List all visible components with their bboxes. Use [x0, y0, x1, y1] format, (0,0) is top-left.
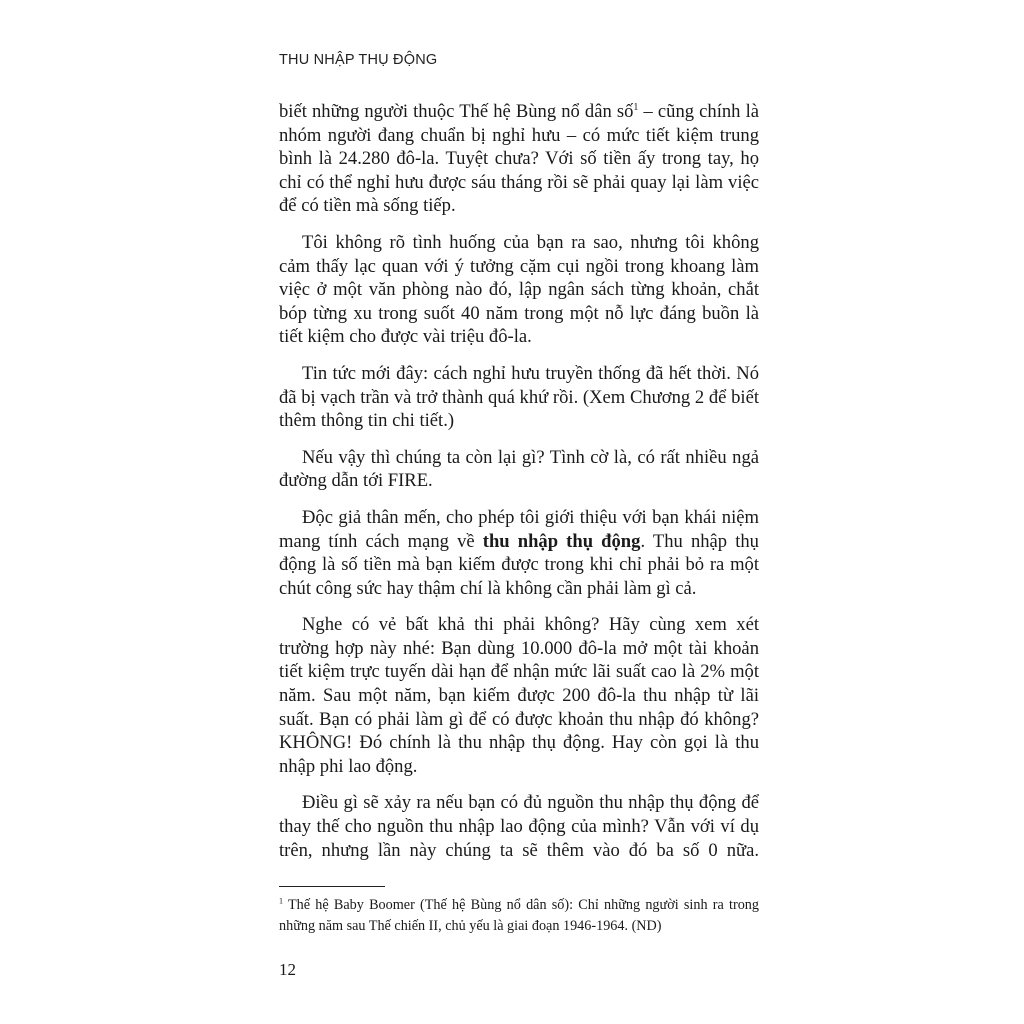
footnote-marker: 1 — [279, 896, 283, 906]
page-number: 12 — [279, 960, 296, 979]
footnote-reference: 1 — [633, 101, 639, 113]
key-term: thu nhập thụ động — [482, 530, 641, 552]
paragraph-3: Tin tức mới đây: cách nghỉ hưu truyền thống đã hết thời. Nó đã bị vạch trần và trở thành quá khứ rồi. (Xem Chương 2 để biết thêm thông tin chi tiết.) — [279, 362, 759, 432]
running-head: THU NHẬP THỤ ĐỘNG — [279, 52, 438, 68]
paragraph-5 — [279, 506, 759, 600]
footnote — [279, 895, 759, 937]
footnote-text: Thế hệ Baby Boomer (Thế hệ Bùng nổ dân số): Chỉ những người sinh ra trong những năm sau Thế chiến II, chủ yếu là giai đoạn 1946-1964. (ND) — [279, 897, 759, 934]
paragraph-7: Điều gì sẽ xảy ra nếu bạn có đủ nguồn thu nhập thụ động để thay thế cho nguồn thu nhập lao động của mình? Vẫn với ví dụ trên, nhưng lần này chúng ta sẽ thêm vào đó ba số 0 nữa. — [279, 792, 759, 861]
paragraph-1-text-a: biết những người thuộc Thế hệ Bùng nổ dân số — [279, 101, 634, 122]
paragraph-4: Nếu vậy thì chúng ta còn lại gì? Tình cờ là, có rất nhiều ngả đường dẫn tới FIRE. — [279, 446, 759, 492]
body-text — [279, 100, 759, 875]
paragraph-5-text-a: Độc giả thân mến, cho phép tôi giới thiệu với bạn khái niệm mang tính cách mạng về — [279, 506, 759, 552]
paragraph-2: Tôi không rõ tình huống của bạn ra sao, nhưng tôi không cảm thấy lạc quan với ý tưởng cặm cụi ngồi trong khoang làm việc ở một văn phòng nào đó, lập ngân sách từng khoản, chắt bóp từng xu trong suốt 40 năm trong một nỗ lực đáng buồn là tiết kiệm cho được vài triệu đô-la. — [279, 231, 759, 348]
paragraph-1-text-b: – cũng chính là nhóm người đang chuẩn bị nghỉ hưu – có mức tiết kiệm trung bình là 24.280 đô-la. Tuyệt chưa? Với số tiền ấy trong tay, họ chỉ có thể nghỉ hưu được sáu tháng rồi sẽ phải quay lại làm việc để có tiền mà sống tiếp. — [279, 101, 759, 217]
footnote-divider — [279, 886, 385, 887]
paragraph-5-text-b: . Thu nhập thụ động là số tiền mà bạn kiếm được trong khi chỉ phải bỏ ra một chút công sức hay thậm chí là không cần phải làm gì cả. — [279, 530, 759, 599]
paragraph-6: Nghe có vẻ bất khả thi phải không? Hãy cùng xem xét trường hợp này nhé: Bạn dùng 10.000 đô-la mở một tài khoản tiết kiệm trực tuyến dài hạn để nhận mức lãi suất cao là 2% một năm. Sau một năm, bạn kiếm được 200 đô-la thu nhập từ lãi suất. Bạn có phải làm gì để có được khoản thu nhập đó không? KHÔNG! Đó chính là thu nhập thụ động. Hay còn gọi là thu nhập phi lao động. — [279, 614, 759, 777]
paragraph-1 — [279, 100, 759, 218]
